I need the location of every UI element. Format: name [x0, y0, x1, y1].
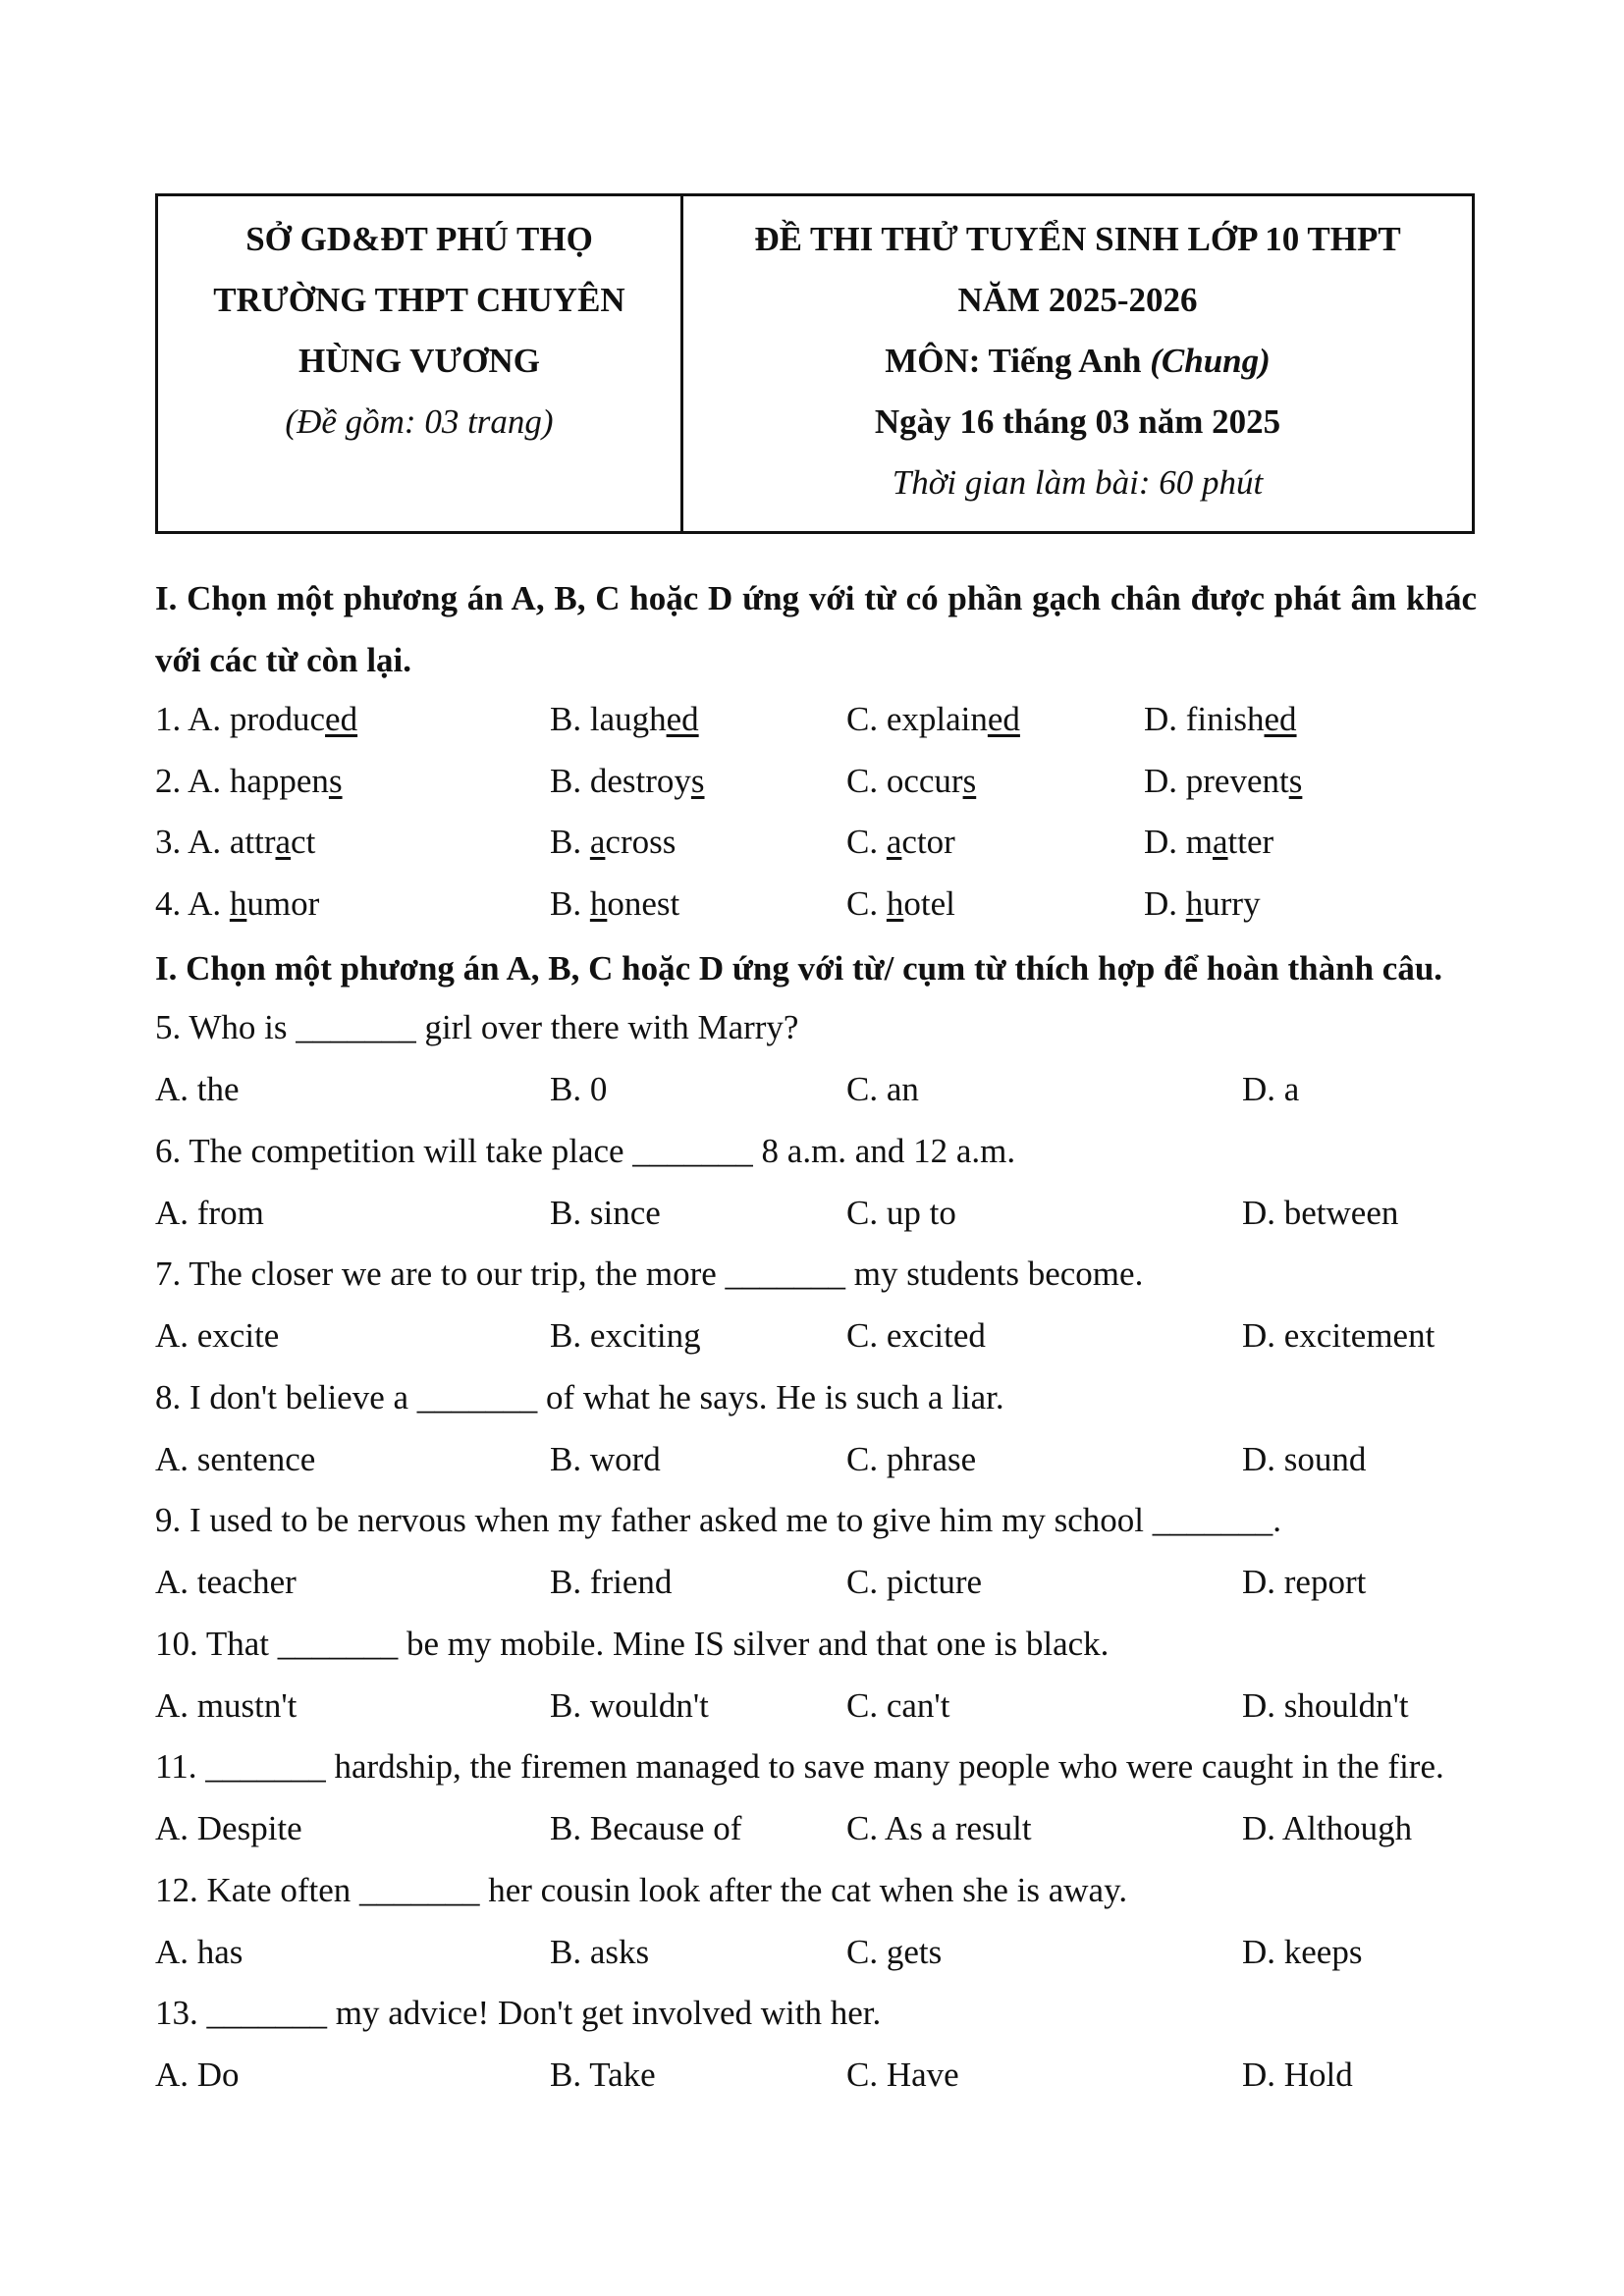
school-name-line2: HÙNG VƯƠNG — [298, 342, 540, 380]
question-8-text: 8. I don't believe a _______ of what he says. He is such a liar. — [155, 1377, 1004, 1416]
q6-option-c: C. up to — [846, 1193, 956, 1232]
question-number: 1. — [155, 700, 189, 738]
school-info-cell — [157, 195, 682, 533]
question-12-text: 12. Kate often _______ her cousin look after the cat when she is away. — [155, 1870, 1128, 1909]
school-name-line1: TRƯỜNG THPT CHUYÊN — [213, 281, 625, 319]
option-text: otel — [903, 884, 955, 924]
q6-option-a: A. from — [155, 1193, 264, 1232]
exam-duration: Thời gian làm bài: 60 phút — [892, 463, 1264, 502]
underlined-part: h — [1185, 884, 1204, 924]
q8-option-d: D. sound — [1242, 1439, 1367, 1478]
q7-option-d: D. excitement — [1242, 1316, 1435, 1355]
q3-option-c — [846, 818, 955, 867]
option-text: D. — [1144, 884, 1186, 924]
q5-option-b: B. 0 — [550, 1070, 608, 1108]
underlined-part: s — [962, 761, 977, 800]
q10-option-a: A. mustn't — [155, 1685, 298, 1725]
q4-option-d — [1144, 880, 1261, 929]
option-text: onest — [607, 884, 680, 924]
option-text: D. prevent — [1144, 761, 1289, 800]
q8-option-a: A. sentence — [155, 1439, 316, 1478]
q4-option-a — [155, 880, 319, 929]
q3-option-d — [1144, 818, 1273, 867]
question-11-text: 11. _______ hardship, the firemen managed to save many people who were caught in the fire. — [155, 1747, 1444, 1786]
q3-option-b — [550, 818, 676, 867]
q5-option-c: C. an — [846, 1070, 919, 1108]
option-text: C. explain — [846, 700, 988, 738]
q5-option-d: D. a — [1242, 1070, 1300, 1108]
underlined-part: a — [275, 823, 292, 862]
option-text: cross — [605, 823, 677, 862]
q3-option-a — [155, 818, 315, 867]
question-6-text: 6. The competition will take place _______ 8 a.m. and 12 a.m. — [155, 1131, 1016, 1170]
underlined-part: ed — [987, 700, 1020, 738]
q5-option-a: A. the — [155, 1070, 240, 1108]
q2-option-c — [846, 757, 976, 806]
q9-option-c: C. picture — [846, 1563, 983, 1601]
option-text: A. attr — [188, 823, 276, 862]
underlined-part: h — [886, 884, 904, 924]
option-text: urry — [1203, 884, 1261, 924]
q9-option-b: B. friend — [550, 1563, 673, 1601]
section2-heading: I. Chọn một phương án A, B, C hoặc D ứng với từ/ cụm từ thích hợp để hoàn thành câu. — [155, 949, 1443, 988]
underlined-part: h — [589, 884, 608, 924]
option-text: C. — [846, 823, 887, 862]
option-text: A. produc — [188, 700, 326, 738]
exam-info-cell — [682, 195, 1474, 533]
q4-option-b — [550, 880, 679, 929]
q13-option-c: C. Have — [846, 2056, 959, 2094]
underlined-part: ed — [325, 700, 358, 738]
option-text: A. — [188, 884, 230, 924]
underlined-part: a — [589, 823, 606, 862]
q1-option-b — [550, 695, 699, 744]
q10-option-b: B. wouldn't — [550, 1685, 709, 1725]
subject-variant: (Chung) — [1150, 342, 1271, 380]
q13-option-b: B. Take — [550, 2056, 656, 2094]
exam-year: NĂM 2025-2026 — [957, 281, 1198, 319]
question-number: 3. — [155, 823, 189, 862]
q12-option-d: D. keeps — [1242, 1932, 1363, 1971]
underlined-part: ed — [1264, 700, 1297, 738]
exam-date: Ngày 16 tháng 03 năm 2025 — [874, 402, 1281, 441]
q12-option-b: B. asks — [550, 1932, 650, 1971]
underlined-part: s — [1288, 761, 1303, 800]
option-text: ct — [291, 823, 316, 862]
q9-option-a: A. teacher — [155, 1563, 297, 1601]
q1-option-a — [155, 695, 357, 744]
subject-label: MÔN: Tiếng Anh — [885, 342, 1151, 380]
q11-option-c: C. As a result — [846, 1809, 1032, 1847]
question-number: 2. — [155, 761, 189, 800]
q13-option-d: D. Hold — [1242, 2056, 1353, 2094]
exam-title: ĐỀ THI THỬ TUYỂN SINH LỚP 10 THPT — [754, 220, 1401, 258]
option-text: B. — [550, 884, 590, 924]
underlined-part: h — [229, 884, 247, 924]
question-9-text: 9. I used to be nervous when my father asked me to give him my school _______. — [155, 1501, 1282, 1539]
q11-option-b: B. Because of — [550, 1809, 742, 1847]
q11-option-a: A. Despite — [155, 1809, 302, 1847]
q8-option-b: B. word — [550, 1439, 661, 1478]
q7-option-c: C. excited — [846, 1316, 986, 1355]
question-5-text: 5. Who is _______ girl over there with Marry? — [155, 1008, 799, 1046]
exam-header-table — [155, 193, 1475, 534]
question-13-text: 13. _______ my advice! Don't get involved with her. — [155, 1994, 882, 2032]
q1-option-d — [1144, 695, 1297, 744]
q12-option-a: A. has — [155, 1932, 244, 1971]
q7-option-a: A. excite — [155, 1316, 280, 1355]
q10-option-c: C. can't — [846, 1685, 950, 1725]
underlined-part: s — [328, 761, 343, 800]
section1-heading: I. Chọn một phương án A, B, C hoặc D ứng với từ có phần gạch chân được phát âm khác với các từ còn lại. — [155, 579, 1477, 679]
underlined-part: a — [886, 823, 902, 862]
q4-option-c — [846, 880, 955, 929]
exam-subject — [683, 331, 1472, 392]
option-text: C. — [846, 884, 887, 924]
option-text: ctor — [901, 823, 955, 862]
option-text: D. m — [1144, 823, 1213, 862]
q13-option-a: A. Do — [155, 2056, 240, 2094]
option-text: tter — [1227, 823, 1274, 862]
page-count-note: (Đề gồm: 03 trang) — [285, 402, 554, 441]
q9-option-d: D. report — [1242, 1563, 1367, 1601]
q8-option-c: C. phrase — [846, 1439, 977, 1478]
option-text: B. destroy — [550, 761, 691, 800]
question-7-text: 7. The closer we are to our trip, the more _______ my students become. — [155, 1255, 1144, 1293]
option-text: C. occur — [846, 761, 963, 800]
q7-option-b: B. exciting — [550, 1316, 701, 1355]
question-number: 4. — [155, 884, 189, 924]
option-text: B. laugh — [550, 700, 667, 738]
option-text: B. — [550, 823, 590, 862]
option-text: A. happen — [188, 761, 329, 800]
department-name: SỞ GD&ĐT PHÚ THỌ — [245, 220, 593, 258]
q2-option-d — [1144, 757, 1302, 806]
q6-option-b: B. since — [550, 1193, 661, 1232]
option-text: D. finish — [1144, 700, 1265, 738]
question-10-text: 10. That _______ be my mobile. Mine IS silver and that one is black. — [155, 1624, 1110, 1663]
underlined-part: ed — [666, 700, 699, 738]
q11-option-d: D. Although — [1242, 1809, 1413, 1847]
underlined-part: a — [1213, 823, 1228, 862]
q10-option-d: D. shouldn't — [1242, 1685, 1409, 1725]
q12-option-c: C. gets — [846, 1932, 943, 1971]
option-text: umor — [246, 884, 320, 924]
underlined-part: s — [690, 761, 705, 800]
q1-option-c — [846, 695, 1020, 744]
q2-option-a — [155, 757, 343, 806]
q6-option-d: D. between — [1242, 1193, 1399, 1232]
q2-option-b — [550, 757, 705, 806]
